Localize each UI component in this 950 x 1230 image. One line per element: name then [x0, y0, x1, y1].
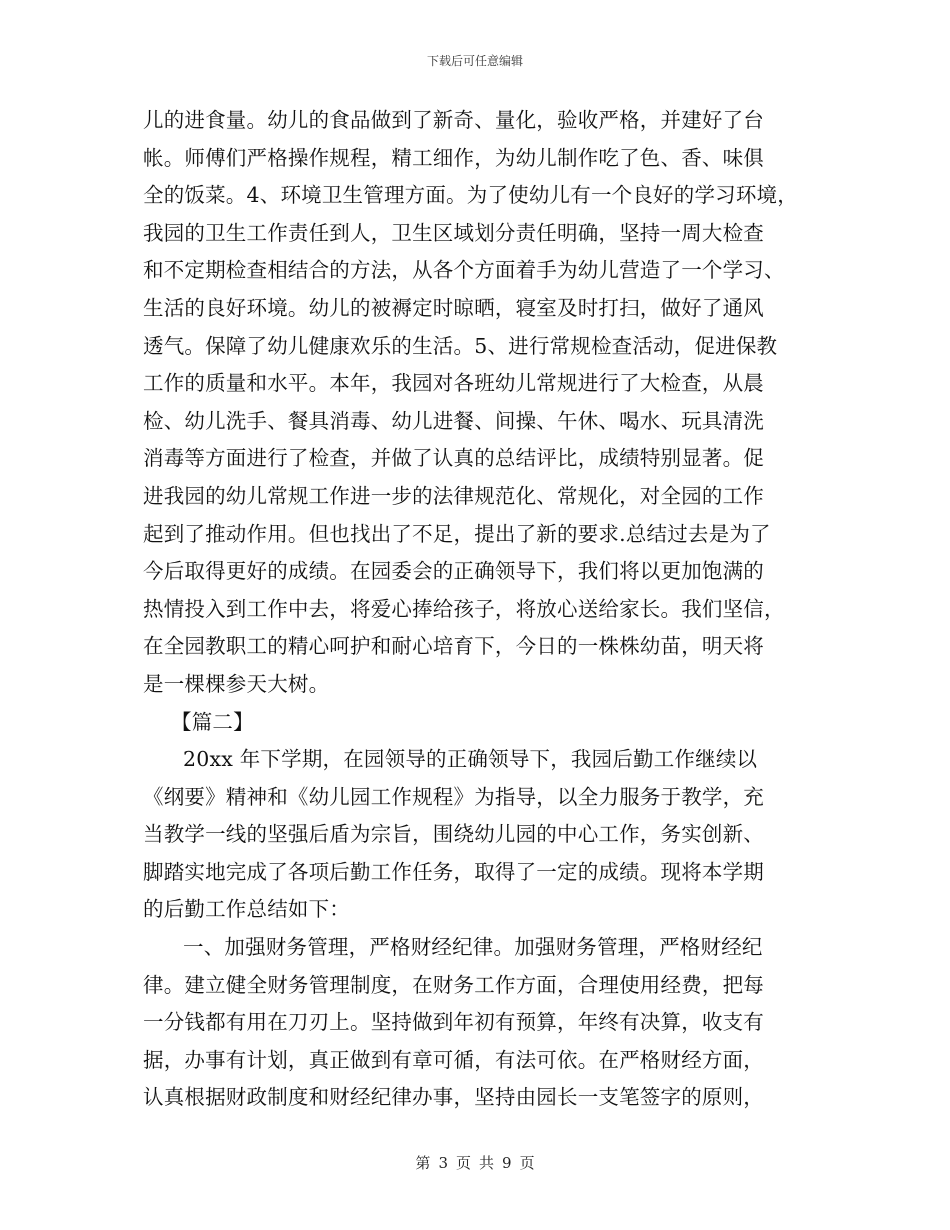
- text-line: 生活的良好环境。幼儿的被褥定时晾晒，寝室及时打扫，做好了通风: [143, 295, 764, 320]
- text-line: 当教学一线的坚强后盾为宗旨，围绕幼儿园的中心工作，务实创新、: [143, 822, 764, 847]
- section-heading: 【篇二】: [171, 709, 254, 734]
- text-line: 儿的进食量。幼儿的食品做到了新奇、量化，验收严格，并建好了台: [143, 108, 764, 132]
- text-line: 认真根据财政制度和财经纪律办事，坚持由园长一支笔签字的原则，: [143, 1085, 764, 1110]
- footer-total-label: 共: [479, 1154, 495, 1172]
- text-line: 全的饭菜。4、环境卫生管理方面。为了使幼儿有一个良好的学习环境，: [143, 183, 798, 208]
- text-line: 脚踏实地完成了各项后勤工作任务，取得了一定的成绩。现将本学期: [143, 859, 764, 884]
- page-footer: [0, 1152, 950, 1173]
- text-line: 起到了推动作用。但也找出了不足，提出了新的要求.总结过去是为了: [143, 521, 771, 546]
- text-line: 《纲要》精神和《幼儿园工作规程》为指导，以全力服务于教学，充: [143, 784, 764, 809]
- text-line: 一、加强财务管理，严格财经纪律。加强财务管理，严格财经纪: [183, 935, 763, 960]
- text-line: 是一棵棵参天大树。: [143, 671, 330, 696]
- text-line: 我园的卫生工作责任到人，卫生区域划分责任明确，坚持一周大检查: [143, 220, 764, 245]
- footer-page-label: 页: [455, 1154, 471, 1172]
- text-line: 消毒等方面进行了检查，并做了认真的总结评比，成绩特别显著。促: [143, 446, 764, 471]
- text-line: 透气。保障了幼儿健康欢乐的生活。5、进行常规检查活动，促进保教: [143, 333, 778, 358]
- text-line: 帐。师傅们严格操作规程，精工细作，为幼儿制作吃了色、香、味俱: [143, 145, 764, 170]
- text-line: 据，办事有计划，真正做到有章可循，有法可依。在严格财经方面，: [143, 1047, 764, 1072]
- document-body: [143, 102, 815, 1117]
- text-line: 今后取得更好的成绩。在园委会的正确领导下，我们将以更加饱满的: [143, 559, 764, 584]
- text-line: 进我园的幼儿常规工作进一步的法律规范化、常规化，对全园的工作: [143, 483, 764, 508]
- text-line: 检、幼儿洗手、餐具消毒、幼儿进餐、间操、午休、喝水、玩具清洗: [143, 408, 764, 433]
- current-page-number: 3: [438, 1154, 448, 1172]
- text-line: 律。建立健全财务管理制度，在财务工作方面，合理使用经费，把每: [143, 972, 764, 997]
- text-line: 和不定期检查相结合的方法，从各个方面着手为幼儿营造了一个学习、: [143, 258, 785, 283]
- text-line: 热情投入到工作中去，将爱心捧给孩子，将放心送给家长。我们坚信，: [143, 596, 785, 621]
- total-page-number: 9: [502, 1154, 512, 1172]
- text-line: 的后勤工作总结如下：: [143, 897, 350, 922]
- text-line: 工作的质量和水平。本年，我园对各班幼儿常规进行了大检查，从晨: [143, 371, 764, 396]
- page-header: 下载后可任意编辑: [426, 54, 523, 68]
- footer-prefix: 第: [415, 1154, 431, 1172]
- text-line: 在全园教职工的精心呵护和耐心培育下，今日的一株株幼苗，明天将: [143, 634, 764, 659]
- footer-suffix: 页: [519, 1154, 535, 1172]
- text-line: 一分钱都有用在刀刃上。坚持做到年初有预算，年终有决算，收支有: [143, 1010, 764, 1035]
- text-line: 20xx 年下学期，在园领导的正确领导下，我园后勤工作继续以: [183, 747, 758, 772]
